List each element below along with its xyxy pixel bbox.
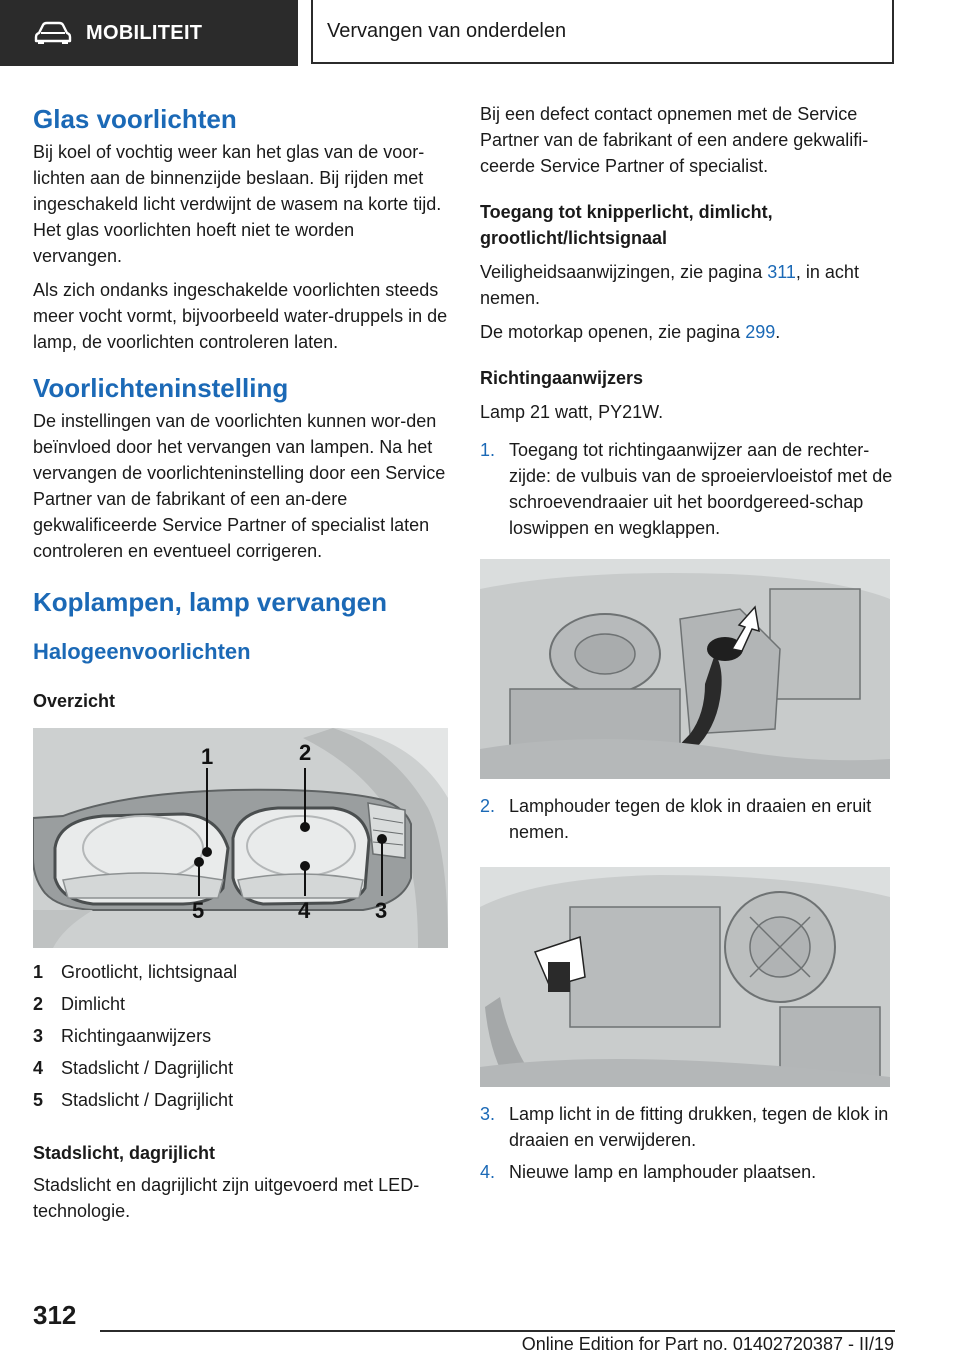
step-item (480, 437, 893, 541)
legend-item (33, 956, 448, 988)
heading-voorlichteninstelling: Voorlichteninstelling (33, 373, 289, 403)
legend-text: Richtingaanwijzers (61, 1026, 212, 1046)
step-text: Lamp licht in de fitting drukken, tegen de klok in draaien en verwijderen. (509, 1104, 889, 1150)
legend-text: Grootlicht, lichtsignaal (61, 962, 238, 982)
page-link-311[interactable]: 311 (767, 262, 796, 282)
legend-text: Stadslicht / Dagrijlicht (61, 1090, 234, 1110)
step-num: 1. (480, 440, 496, 460)
glas-paragraph-1: Bij koel of vochtig weer kan het glas van de voor-lichten aan de binnenzijde beslaan. Bij rijden met ingeschakeld licht verdwijnt de wasem na korte tijd. Het glas voorlichten hoeft niet te worden vervangen. (33, 142, 442, 266)
veiligheid-after: , in acht nemen. (480, 262, 859, 308)
page-number: 312 (33, 1300, 77, 1330)
figure-callout-2: 2 (299, 740, 312, 765)
step-item (480, 1159, 893, 1185)
legend-num: 1 (33, 962, 44, 982)
legend-list (33, 956, 448, 1116)
footer-divider (100, 1330, 895, 1332)
heading-richtingaanwijzers: Richtingaanwijzers (480, 368, 644, 388)
figure-callout-3: 3 (375, 898, 388, 923)
step-item (480, 793, 893, 845)
step-text: Lamphouder tegen de klok in draaien en eruit nemen. (509, 796, 872, 842)
heading-toegang: Toegang tot knipperlicht, dimlicht, grootlicht/lichtsignaal (480, 202, 773, 248)
richting-paragraph: Lamp 21 watt, PY21W. (480, 402, 664, 422)
steps-list-2 (480, 793, 893, 845)
steps-list (480, 437, 893, 541)
engine-bay-figure-1 (480, 559, 890, 779)
engine-bay-illustration-2 (480, 867, 890, 1087)
steps-list-3 (480, 1101, 893, 1185)
legend-num: 4 (33, 1058, 44, 1078)
motorkap-after: . (775, 322, 781, 342)
legend-item (33, 1052, 448, 1084)
left-column (33, 100, 448, 1224)
legend-num: 2 (33, 994, 44, 1014)
engine-bay-figure-2 (480, 867, 890, 1087)
step-num: 3. (480, 1104, 496, 1124)
instelling-paragraph: De instellingen van de voorlichten kunnen wor-den beïnvloed door het vervangen van lampen. Na het vervangen de voorlichteninstelling door een Service Partner van de fabrikant of een an-dere gekwalificeerde Service Partner of specialist laten controleren en eventueel corrigeren. (33, 411, 446, 561)
step-num: 2. (480, 796, 496, 816)
headlight-overview-figure (33, 728, 448, 948)
section-label: MOBILITEIT (86, 21, 203, 44)
legend-num: 3 (33, 1026, 44, 1046)
step-num: 4. (480, 1162, 496, 1182)
legend-num: 5 (33, 1090, 44, 1110)
page-link-299[interactable]: 299 (745, 322, 776, 342)
edition-note: Online Edition for Part no. 01402720387 - II/19 (521, 1334, 894, 1354)
car-icon (34, 21, 72, 45)
veiligheid-text: Veiligheidsaanwijzingen, zie pagina (480, 262, 768, 282)
figure-callout-4: 4 (298, 898, 311, 923)
heading-halogeen: Halogeenvoorlichten (33, 639, 251, 664)
breadcrumb[interactable] (311, 0, 894, 64)
step-text: Nieuwe lamp en lamphouder plaatsen. (509, 1162, 817, 1182)
defect-paragraph: Bij een defect contact opnemen met de Service Partner van de fabrikant of een andere gekwalifi-ceerde Service Partner of specialist. (480, 104, 869, 176)
legend-item (33, 1020, 448, 1052)
figure-callout-5: 5 (192, 898, 205, 923)
heading-koplampen: Koplampen, lamp vervangen (33, 587, 387, 617)
motorkap-text: De motorkap openen, zie pagina (480, 322, 746, 342)
breadcrumb-label: Vervangen van onderdelen (327, 19, 567, 42)
right-column (480, 100, 893, 1185)
heading-glas-voorlichten: Glas voorlichten (33, 104, 237, 134)
step-item (480, 1101, 893, 1153)
figure-callout-1: 1 (201, 744, 214, 769)
stadslicht-paragraph: Stadslicht en dagrijlicht zijn uitgevoerd met LED-technologie. (33, 1175, 420, 1221)
motorkap-paragraph (480, 319, 893, 345)
headlight-illustration (33, 728, 448, 948)
glas-paragraph-2: Als zich ondanks ingeschakelde voorlichten steeds meer vocht vormt, bijvoorbeeld water-druppels in de lamp, de voorlichten controleren laten. (33, 280, 448, 352)
engine-bay-illustration-1 (480, 559, 890, 779)
veiligheid-paragraph (480, 259, 893, 311)
heading-stadslicht: Stadslicht, dagrijlicht (33, 1143, 216, 1163)
step-text: Toegang tot richtingaanwijzer aan de rechter-zijde: de vulbuis van de sproeiervloeistof met de schroevendraaier uit het boordgereed-schap loswippen en wegklappen. (509, 440, 893, 538)
legend-item (33, 1084, 448, 1116)
section-tab[interactable] (0, 0, 298, 66)
legend-text: Dimlicht (61, 994, 126, 1014)
legend-item (33, 988, 448, 1020)
legend-text: Stadslicht / Dagrijlicht (61, 1058, 234, 1078)
heading-overzicht: Overzicht (33, 691, 116, 711)
